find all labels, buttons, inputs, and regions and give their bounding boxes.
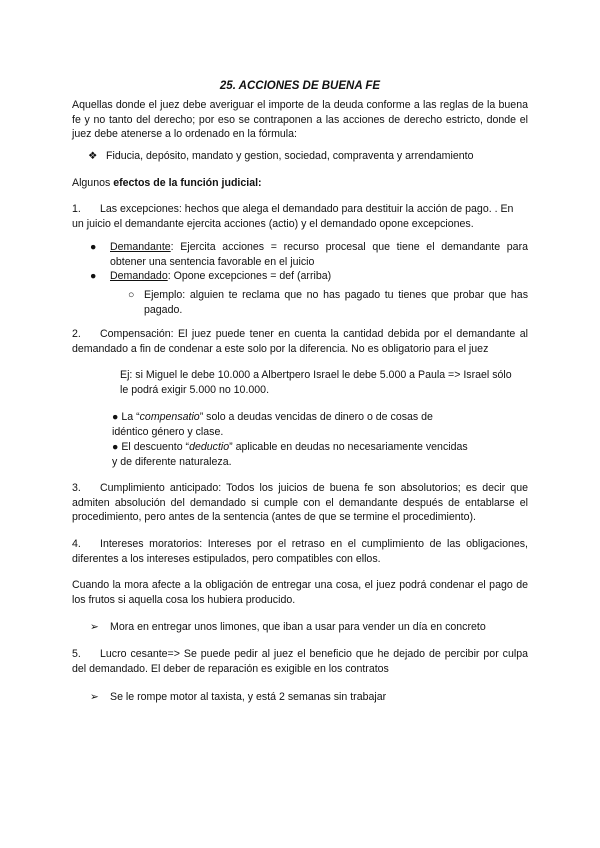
compensatio-note	[112, 410, 522, 439]
dot-bullet-icon: ●	[90, 270, 97, 282]
item-3	[72, 481, 528, 525]
item-1	[72, 202, 528, 231]
intro-paragraph: Aquellas donde el juez debe averiguar el importe de la deuda conforme a las reglas de la buena fe y no tanto del derecho; por eso se contraponen a las acciones de derecho estricto, donde el juez debe atenerse a lo ordenado en la fórmula:	[72, 99, 528, 141]
example-sub-text: Ejemplo: alguien te reclama que no has pagado tu tienes que probar que has pagado.	[144, 289, 528, 316]
compensatio-term: compensatio	[139, 411, 200, 423]
mora-bullet	[90, 620, 528, 635]
demandado-bullet	[90, 269, 528, 284]
item-1-number: 1.	[72, 203, 81, 215]
item-1-text: Las excepciones: hechos que alega el demandado para destituir la acción de pago. . En un juicio el demandante ejercita acciones (actio) y el demandado opone excepciones.	[72, 203, 514, 230]
item-2	[72, 327, 528, 356]
page-title: 25. ACCIONES DE BUENA FE	[219, 80, 381, 92]
compensatio-pre: La “	[121, 411, 140, 423]
demandante-bullet	[90, 240, 528, 269]
effects-heading-bold: efectos de la función judicial:	[113, 177, 262, 189]
deductio-term: deductio	[189, 441, 230, 453]
deductio-post: ” aplicable en deudas no necesariamente vencidas	[229, 441, 468, 453]
example-sub-bullet	[128, 288, 528, 317]
dot-bullet-icon: ●	[112, 441, 119, 453]
mora-paragraph: Cuando la mora afecte a la obligación de entregar una cosa, el juez podrá condenar el pago de los frutos si aquella cosa los hubiera producido.	[72, 579, 528, 606]
demandante-term: Demandante	[110, 241, 171, 253]
item-2-example: Ej: si Miguel le debe 10.000 a Albertpero Israel le debe 5.000 a Paula => Israel sólo le podrá exigir 5.000 no 10.000.	[120, 369, 512, 396]
demandado-term: Demandado	[110, 270, 168, 282]
circle-bullet-icon: ○	[128, 289, 135, 301]
item-4	[72, 537, 528, 566]
arrow-bullet-icon: ➢	[90, 621, 99, 633]
deductio-pre: El descuento “	[121, 441, 190, 453]
deductio-line-1	[112, 440, 522, 455]
item-2-number: 2.	[72, 328, 81, 340]
demandante-text	[110, 240, 528, 269]
deductio-note	[112, 440, 522, 469]
lucro-bullet	[90, 690, 528, 705]
demandante-definition: : Ejercita acciones = recurso procesal que tiene el demandante para obtener una sentencia favorable en el juicio	[110, 241, 528, 268]
item-3-number: 3.	[72, 482, 81, 494]
effects-heading	[72, 176, 528, 191]
compensatio-line-2: idéntico género y clase.	[112, 425, 224, 438]
deductio-line-2: y de diferente naturaleza.	[112, 455, 232, 468]
item-4-text: Intereses moratorios: Intereses por el retraso en el cumplimiento de las obligaciones, diferentes a los intereses estipulados, pero compatibles con ellos.	[72, 538, 528, 565]
demandado-text	[110, 269, 528, 284]
item-5-text: Lucro cesante=> Se puede pedir al juez el beneficio que he dejado de percibir por culpa del demandado. El deber de reparación es exigible en los contratos	[72, 648, 528, 675]
item-5-number: 5.	[72, 648, 81, 660]
compensatio-line-1	[112, 410, 522, 425]
compensatio-post: ” solo a deudas vencidas de dinero o de cosas de	[199, 411, 433, 423]
item-4-number: 4.	[72, 538, 81, 550]
mora-bullet-text: Mora en entregar unos limones, que iban a usar para vender un día en concreto	[110, 621, 486, 633]
diamond-bullet-icon: ❖	[88, 150, 98, 162]
arrow-bullet-icon: ➢	[90, 691, 99, 703]
dot-bullet-icon: ●	[112, 411, 119, 423]
item-2-text: Compensación: El juez puede tener en cuenta la cantidad debida por el demandante al demandado a fin de condenar a este solo por la diferencia. No es obligatorio para el juez	[72, 328, 528, 355]
lucro-bullet-text: Se le rompe motor al taxista, y está 2 semanas sin trabajar	[110, 691, 387, 703]
demandado-definition: : Opone excepciones = def (arriba)	[167, 270, 332, 282]
dot-bullet-icon: ●	[90, 241, 97, 253]
effects-heading-prefix: Algunos	[72, 177, 114, 189]
item-3-text: Cumplimiento anticipado: Todos los juicios de buena fe son absolutorios; es decir que admiten absolución del demandado si cumple con el demandante después de entablarse el procedimiento, pero antes de la sentencia (antes de que se termine el procedimiento).	[72, 482, 528, 524]
intro-bullet-text: Fiducia, depósito, mandato y gestion, sociedad, compraventa y arrendamiento	[106, 150, 474, 162]
intro-bullet	[88, 149, 528, 164]
item-5	[72, 647, 528, 676]
